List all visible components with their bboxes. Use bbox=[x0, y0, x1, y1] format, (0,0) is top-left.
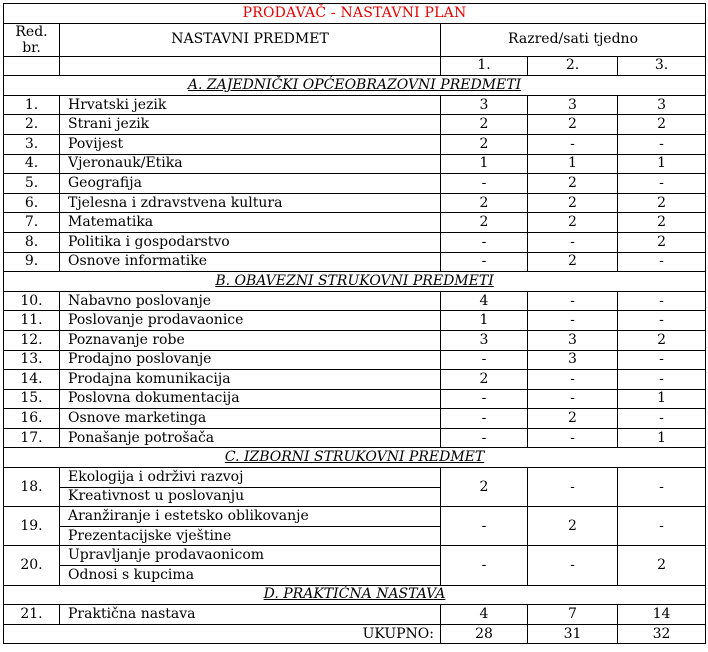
grade-3-hours: 1 bbox=[618, 389, 706, 409]
grade-3-hours: 14 bbox=[618, 605, 706, 625]
grade-2-hours: - bbox=[528, 311, 618, 331]
total-row bbox=[4, 624, 706, 644]
subject-name: Prodajno poslovanje bbox=[60, 350, 441, 370]
grade-2-hours: 3 bbox=[528, 350, 618, 370]
grade-2-hours: 7 bbox=[528, 605, 618, 625]
grade-1-hours: 2 bbox=[441, 468, 528, 507]
grade-3-hours: - bbox=[618, 468, 706, 507]
section-heading-a: A. ZAJEDNIČKI OPĆEOBRAZOVNI PREDMETI bbox=[4, 76, 706, 96]
grade-2-total: 31 bbox=[528, 624, 618, 644]
grade-3-hours: 1 bbox=[618, 428, 706, 448]
grade-3-hours: 1 bbox=[618, 154, 706, 174]
curriculum-table bbox=[3, 3, 706, 644]
row-number: 14. bbox=[4, 370, 60, 390]
subject-name: Tjelesna i zdravstvena kultura bbox=[60, 193, 441, 213]
table-row bbox=[4, 389, 706, 409]
subject-name: Poznavanje robe bbox=[60, 330, 441, 350]
subject-name: Ponašanje potrošača bbox=[60, 428, 441, 448]
row-number: 4. bbox=[4, 154, 60, 174]
row-number: 1. bbox=[4, 95, 60, 115]
num-header-line2: br. bbox=[22, 39, 41, 56]
elective-row bbox=[4, 468, 706, 488]
row-number: 9. bbox=[4, 252, 60, 272]
elective-option-1: Aranžiranje i estetsko oblikovanje bbox=[60, 507, 441, 527]
grade-3-hours: - bbox=[618, 252, 706, 272]
subject-column-header: NASTAVNI PREDMET bbox=[60, 23, 441, 56]
grade-1-hours: - bbox=[441, 350, 528, 370]
elective-row bbox=[4, 507, 706, 527]
grade-2-hours: 3 bbox=[528, 330, 618, 350]
grade-2-hours: - bbox=[528, 232, 618, 252]
subject-name: Hrvatski jezik bbox=[60, 95, 441, 115]
grade-1-hours: 4 bbox=[441, 605, 528, 625]
table-row bbox=[4, 193, 706, 213]
section-heading-b: B. OBAVEZNI STRUKOVNI PREDMETI bbox=[4, 272, 706, 292]
subject-name: Povijest bbox=[60, 134, 441, 154]
grade-2-hours: 2 bbox=[528, 213, 618, 233]
grade-2-hours: - bbox=[528, 291, 618, 311]
table-row bbox=[4, 174, 706, 194]
row-number: 21. bbox=[4, 605, 60, 625]
empty-cell bbox=[60, 56, 441, 76]
grade-3-hours: 2 bbox=[618, 213, 706, 233]
grade-2-hours: 1 bbox=[528, 154, 618, 174]
subject-name: Poslovna dokumentacija bbox=[60, 389, 441, 409]
grade-2-hours: 2 bbox=[528, 193, 618, 213]
grade-3-hours: - bbox=[618, 134, 706, 154]
elective-option-2: Prezentacijske vještine bbox=[60, 526, 441, 546]
grade-1-hours: 1 bbox=[441, 154, 528, 174]
subject-name: Prodajna komunikacija bbox=[60, 370, 441, 390]
table-row bbox=[4, 213, 706, 233]
elective-option-1: Ekologija i održivi razvoj bbox=[60, 468, 441, 488]
subject-name: Praktična nastava bbox=[60, 605, 441, 625]
grade-2-hours: 2 bbox=[528, 252, 618, 272]
row-number: 19. bbox=[4, 507, 60, 546]
table-row bbox=[4, 428, 706, 448]
grade-2-hours: - bbox=[528, 134, 618, 154]
grade-1-hours: 3 bbox=[441, 330, 528, 350]
row-number: 16. bbox=[4, 409, 60, 429]
elective-option-2: Kreativnost u poslovanju bbox=[60, 487, 441, 507]
subject-name: Geografija bbox=[60, 174, 441, 194]
grade-1-hours: 2 bbox=[441, 213, 528, 233]
table-row bbox=[4, 291, 706, 311]
grade-2-hours: 2 bbox=[528, 174, 618, 194]
grade-1-hours: - bbox=[441, 428, 528, 448]
grade-3-hours: - bbox=[618, 311, 706, 331]
table-row bbox=[4, 370, 706, 390]
subject-name: Strani jezik bbox=[60, 115, 441, 135]
row-number: 13. bbox=[4, 350, 60, 370]
grade-3-hours: 2 bbox=[618, 193, 706, 213]
subject-name: Poslovanje prodavaonice bbox=[60, 311, 441, 331]
elective-option-1: Upravljanje prodavaonicom bbox=[60, 546, 441, 566]
grade-3-hours: 2 bbox=[618, 330, 706, 350]
table-row bbox=[4, 350, 706, 370]
grade-2-hours: - bbox=[528, 389, 618, 409]
row-number: 3. bbox=[4, 134, 60, 154]
subject-name: Matematika bbox=[60, 213, 441, 233]
grade-1-hours: 4 bbox=[441, 291, 528, 311]
grade-1-hours: 3 bbox=[441, 95, 528, 115]
row-number: 11. bbox=[4, 311, 60, 331]
header-row bbox=[4, 23, 706, 56]
grade-3-hours: 2 bbox=[618, 115, 706, 135]
grade-2-hours: 2 bbox=[528, 115, 618, 135]
row-number: 15. bbox=[4, 389, 60, 409]
row-number: 17. bbox=[4, 428, 60, 448]
grade-1-hours: 2 bbox=[441, 115, 528, 135]
row-number: 18. bbox=[4, 468, 60, 507]
grade-1-hours: 2 bbox=[441, 134, 528, 154]
practical-row bbox=[4, 605, 706, 625]
table-row bbox=[4, 134, 706, 154]
grade-3-total: 32 bbox=[618, 624, 706, 644]
section-row bbox=[4, 272, 706, 292]
table-row bbox=[4, 95, 706, 115]
section-row bbox=[4, 585, 706, 605]
subject-name: Vjeronauk/Etika bbox=[60, 154, 441, 174]
grade-2-hours: 2 bbox=[528, 409, 618, 429]
table-row bbox=[4, 232, 706, 252]
table-row bbox=[4, 115, 706, 135]
row-number: 6. bbox=[4, 193, 60, 213]
grade-1-hours: - bbox=[441, 174, 528, 194]
grade-1-hours: - bbox=[441, 252, 528, 272]
subject-name: Politika i gospodarstvo bbox=[60, 232, 441, 252]
row-number: 12. bbox=[4, 330, 60, 350]
grade-1-hours: - bbox=[441, 409, 528, 429]
num-column-header bbox=[4, 23, 60, 56]
grade-1-hours: - bbox=[441, 546, 528, 585]
table-row bbox=[4, 409, 706, 429]
row-number: 8. bbox=[4, 232, 60, 252]
grade-3-hours: - bbox=[618, 350, 706, 370]
subject-name: Osnove marketinga bbox=[60, 409, 441, 429]
table-row bbox=[4, 252, 706, 272]
table-row bbox=[4, 330, 706, 350]
grade-1-header: 1. bbox=[441, 56, 528, 76]
grade-3-hours: 3 bbox=[618, 95, 706, 115]
row-number: 10. bbox=[4, 291, 60, 311]
grade-1-hours: 2 bbox=[441, 370, 528, 390]
row-number: 20. bbox=[4, 546, 60, 585]
row-number: 5. bbox=[4, 174, 60, 194]
grade-1-hours: - bbox=[441, 389, 528, 409]
grade-2-header: 2. bbox=[528, 56, 618, 76]
section-heading-d: D. PRAKTIČNA NASTAVA bbox=[4, 585, 706, 605]
grade-3-hours: 2 bbox=[618, 546, 706, 585]
section-row bbox=[4, 448, 706, 468]
subject-name: Nabavno poslovanje bbox=[60, 291, 441, 311]
grade-1-hours: - bbox=[441, 232, 528, 252]
grade-3-hours: - bbox=[618, 507, 706, 546]
grade-3-hours: - bbox=[618, 291, 706, 311]
empty-cell bbox=[4, 56, 60, 76]
elective-row bbox=[4, 546, 706, 566]
grade-3-hours: - bbox=[618, 370, 706, 390]
grade-1-hours: 2 bbox=[441, 193, 528, 213]
table-row bbox=[4, 154, 706, 174]
hours-column-header: Razred/sati tjedno bbox=[441, 23, 706, 56]
grade-2-hours: - bbox=[528, 546, 618, 585]
grade-2-hours: - bbox=[528, 428, 618, 448]
row-number: 7. bbox=[4, 213, 60, 233]
grade-1-hours: 1 bbox=[441, 311, 528, 331]
grade-1-total: 28 bbox=[441, 624, 528, 644]
title-row bbox=[4, 4, 706, 24]
grade-3-hours: - bbox=[618, 409, 706, 429]
row-number: 2. bbox=[4, 115, 60, 135]
curriculum-table-body bbox=[4, 4, 706, 644]
num-header-line1: Red. bbox=[15, 23, 48, 40]
grade-2-hours: 3 bbox=[528, 95, 618, 115]
grade-3-hours: 2 bbox=[618, 232, 706, 252]
subject-name: Osnove informatike bbox=[60, 252, 441, 272]
table-title: PRODAVAČ - NASTAVNI PLAN bbox=[4, 4, 706, 24]
grade-2-hours: 2 bbox=[528, 507, 618, 546]
section-heading-c: C. IZBORNI STRUKOVNI PREDMET bbox=[4, 448, 706, 468]
grade-2-hours: - bbox=[528, 468, 618, 507]
grade-1-hours: - bbox=[441, 507, 528, 546]
total-label: UKUPNO: bbox=[4, 624, 441, 644]
grade-2-hours: - bbox=[528, 370, 618, 390]
grade-3-header: 3. bbox=[618, 56, 706, 76]
section-row bbox=[4, 76, 706, 96]
grade-3-hours: - bbox=[618, 174, 706, 194]
grades-header-row bbox=[4, 56, 706, 76]
table-row bbox=[4, 311, 706, 331]
elective-option-2: Odnosi s kupcima bbox=[60, 566, 441, 586]
